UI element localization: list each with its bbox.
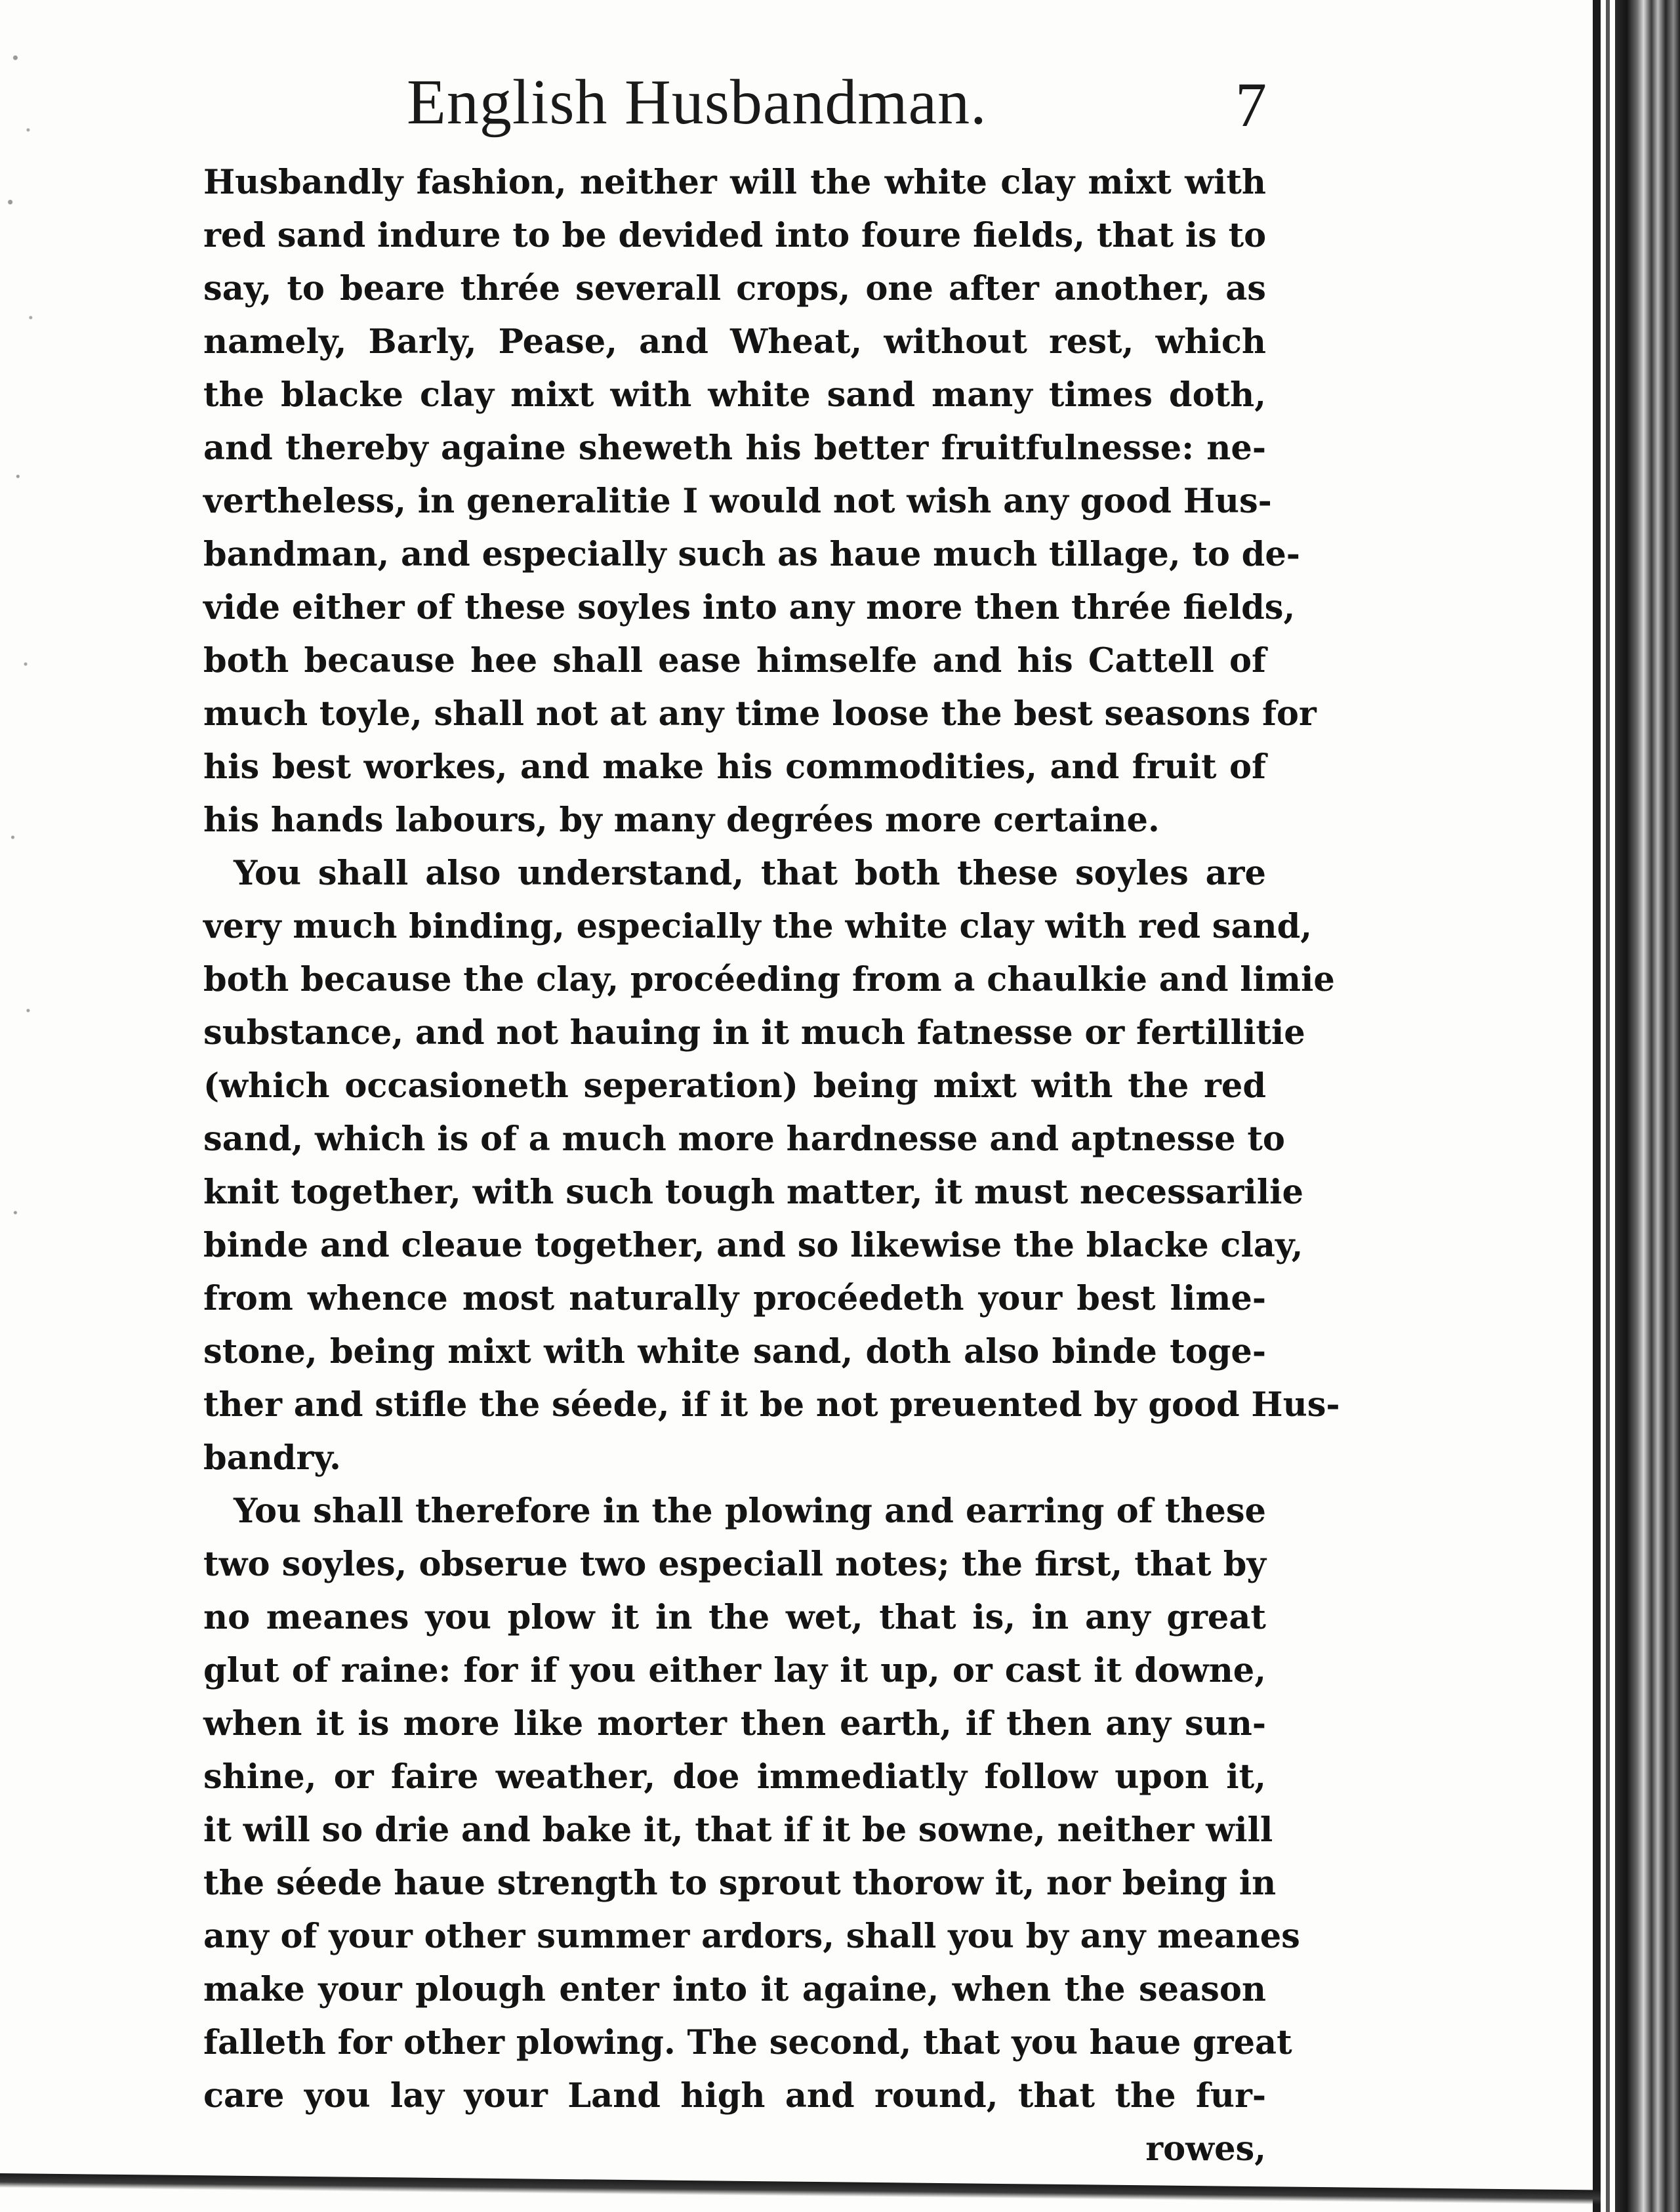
page-number: 7 [1235,70,1267,140]
text-line: namely, Barly, Pease, and Wheat, without rest, which [203,322,1266,362]
text-line: and thereby againe sheweth his better fruitfulnesse: ne- [203,428,1266,468]
text-line: falleth for other plowing. The second, that you haue great [203,2023,1292,2062]
text-line: both because the clay, procéeding from a chaulkie and limie [203,960,1335,999]
page-header [354,63,1351,142]
text-line: bandman, and especially such as haue much tillage, to de- [203,535,1300,574]
text-line: make your plough enter into it againe, when the season [203,1970,1266,2009]
text-line: his best workes, and make his commodities, and fruit of [203,747,1266,787]
text-line: binde and cleaue together, and so likewise the blacke clay, [203,1226,1303,1265]
book-spine-gutter [1615,0,1680,2212]
text-line: You shall therefore in the plowing and earring of these [234,1492,1266,1531]
page-edge-specks [0,0,51,1444]
text-line: his hands labours, by many degrées more certaine. [203,801,1160,840]
running-title: English Husbandman. [407,67,987,138]
text-line: say, to beare thrée severall crops, one after another, as [203,269,1266,308]
text-line: vertheless, in generalitie I would not wish any good Hus- [203,482,1272,521]
text-line: any of your other summer ardors, shall you by any meanes [203,1917,1300,1956]
text-line: very much binding, especially the white clay with red sand, [203,907,1313,946]
text-line: from whence most naturally procéedeth your best lime- [203,1279,1266,1318]
text-line: Husbandly fashion, neither will the white clay mixt with [203,163,1266,202]
page-bottom-edge [0,2173,1601,2205]
text-line: (which occasioneth seperation) being mixt with the red [203,1066,1266,1106]
text-line: two soyles, obserue two especiall notes; the first, that by [203,1545,1266,1584]
text-line: glut of raine: for if you either lay it up, or cast it downe, [203,1651,1266,1690]
text-line: ther and stifle the séede, if it be not preuented by good Hus- [203,1385,1340,1425]
text-line: knit together, with such tough matter, it must necessarilie [203,1173,1303,1212]
text-line: both because hee shall ease himselfe and his Cattell of [203,641,1266,680]
catchword: rowes, [1145,2129,1266,2169]
text-line: it will so drie and bake it, that if it be sowne, neither will [203,1810,1273,1850]
gutter-shadow-inner [1606,0,1610,2212]
text-line: You shall also understand, that both these soyles are [234,854,1266,893]
text-line: when it is more like morter then earth, if then any sun- [203,1704,1266,1743]
text-line: care you lay your Land high and round, that the fur- [203,2076,1266,2116]
text-line: no meanes you plow it in the wet, that is, in any great [203,1598,1266,1637]
text-line: much toyle, shall not at any time loose the best seasons for [203,694,1317,734]
text-line: substance, and not hauing in it much fatnesse or fertillitie [203,1013,1305,1053]
text-line: stone, being mixt with white sand, doth also binde toge- [203,1332,1266,1371]
gutter-shadow [1593,0,1601,2212]
text-line: bandry. [203,1438,341,1478]
text-line: the blacke clay mixt with white sand many times doth, [203,375,1266,415]
text-line: sand, which is of a much more hardnesse and aptnesse to [203,1119,1285,1159]
text-line: red sand indure to be devided into foure fields, that is to [203,216,1267,255]
text-line: shine, or faire weather, doe immediatly follow upon it, [203,1757,1266,1797]
body-text [203,156,1340,2176]
text-line: the séede haue strength to sprout thorow it, nor being in [203,1864,1277,1903]
text-line: vide either of these soyles into any more then thrée fields, [203,588,1296,627]
